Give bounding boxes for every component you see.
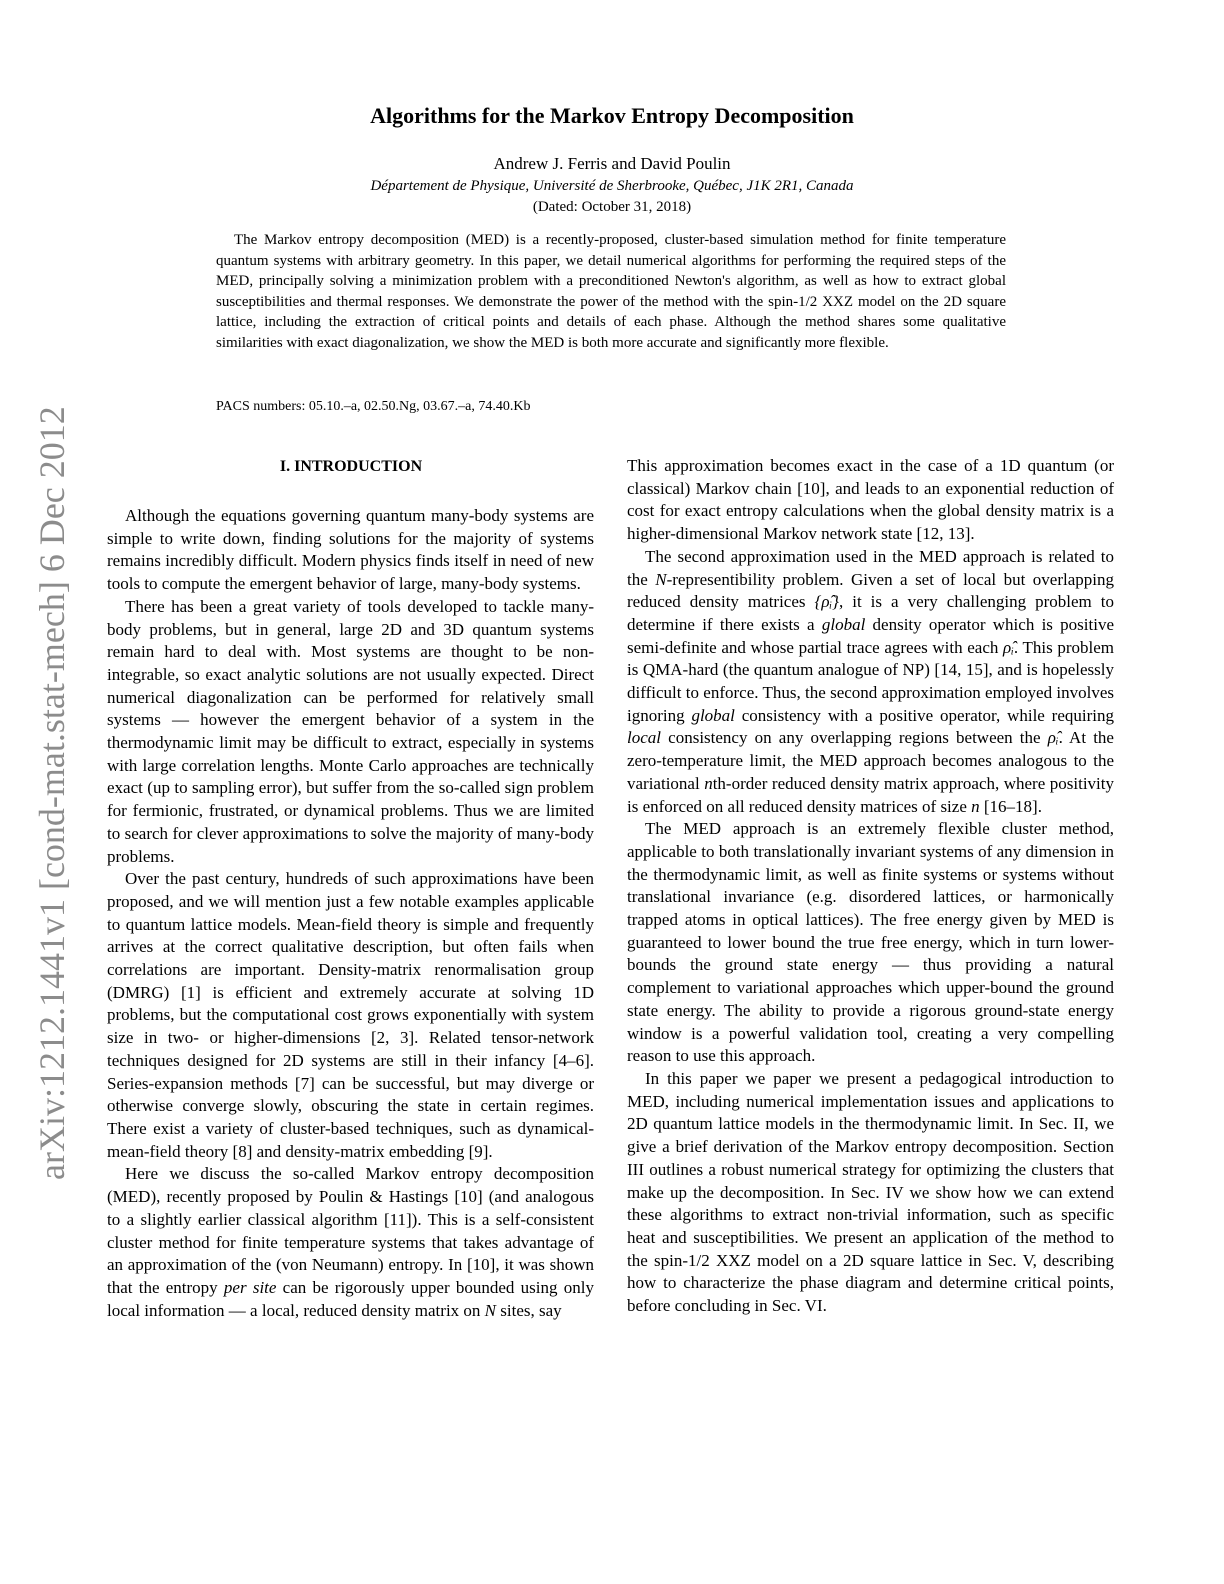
affiliation: Département de Physique, Université de Sherbrooke, Québec, J1K 2R1, Canada (370, 178, 854, 194)
math-rho: ρ̂ᵢ (1047, 728, 1059, 748)
text-run: , it is a very challenging problem to determine if there exists a (627, 592, 1114, 634)
text-run: consistency with a positive operator, while requiring (734, 705, 1114, 725)
emphasis-local: local (627, 728, 661, 748)
section-heading-introduction: I. INTRODUCTION (279, 458, 423, 475)
arxiv-stamp: arXiv:1212.1441v1 [cond-mat.stat-mech] 6 Dec 2012 (32, 406, 72, 1180)
math-variable: n (971, 796, 980, 816)
paragraph (107, 1163, 594, 1322)
text-run: . This problem is QMA-hard (the quantum analogue of NP) [14, 15], and is hopelessly difficult to enforce. Thus, the second approximation employed involves ignoring (627, 637, 1114, 725)
left-column (107, 505, 594, 1322)
math-variable: n (704, 773, 713, 793)
text-run: density operator which is positive semi-definite and whose partial trace agrees with each (627, 614, 1114, 657)
text-run: th-order reduced density matrix approach, where positivity is enforced on all reduced density matrices of size (627, 773, 1114, 816)
authors: Andrew J. Ferris and David Poulin (493, 154, 731, 173)
text-run: -representibility problem. Given a set of local but overlapping reduced density matrices (627, 569, 1114, 612)
pacs-numbers: PACS numbers: 05.10.–a, 02.50.Ng, 03.67.–a, 74.40.Kb (216, 399, 531, 414)
text-run: sites, say (496, 1300, 562, 1320)
paragraph: Over the past century, hundreds of such approximations have been proposed, and we will mention just a few notable examples applicable to quantum lattice models. Mean-field theory is simple and frequently arrives at the correct qualitative description, but often fails when correlations are important. Density-matrix renormalisation group (DMRG) [1] is efficient and extremely accurate at solving 1D problems, but the computational cost grows exponentially with system size in two- or higher-dimensions [2, 3]. Related tensor-network techniques designed for 2D systems are still in their infancy [4–6]. Series-expansion methods [7] can be successful, but may diverge or otherwise converge slowly, obscuring the state in certain regimes. There exist a variety of cluster-based techniques, such as dynamical-mean-field theory [8] and density-matrix embedding [9]. (107, 869, 594, 1161)
text-run: consistency on any overlapping regions between the (661, 728, 1048, 748)
text-run: The second approximation used in the MED approach is related to the (627, 546, 1114, 589)
paragraph: Although the equations governing quantum many-body systems are simple to write down, finding solutions for the majority of systems remains incredibly difficult. Modern physics finds itself in need of new tools to compute the emergent behavior of large, many-body systems. (107, 506, 594, 594)
math-rho-set: {ρ̂ᵢ} (814, 592, 839, 612)
abstract: The Markov entropy decomposition (MED) is a recently-proposed, cluster-based simulation method for finite temperature quantum systems with arbitrary geometry. In this paper, we detail numerical algorithms for performing the required steps of the MED, principally solving a minimization problem with a preconditioned Newton's algorithm, as well as how to extract global susceptibilities and thermal responses. We demonstrate the power of the method with the spin-1/2 XXZ model on the 2D square lattice, including the extraction of critical points and details of each phase. Although the method shares some qualitative similarities with exact diagonalization, we show the MED is both more accurate and significantly more flexible. (216, 232, 1006, 351)
text-run: . At the zero-temperature limit, the MED approach becomes analogous to the variational (627, 728, 1114, 793)
math-variable: N (484, 1300, 497, 1320)
text-run: Here we discuss the so-called Markov entropy decomposition (MED), recently proposed by Poulin & Hastings [10] (and analogous to a slightly earlier classical algorithm [11]). This is a self-consistent cluster method for finite temperature systems that takes advantage of an approximation of the (von Neumann) entropy. In [10], it was shown that the entropy (107, 1164, 594, 1297)
emphasis-per-site: per site (223, 1277, 277, 1297)
date-line: (Dated: October 31, 2018) (532, 199, 692, 215)
emphasis-global: global (821, 614, 866, 634)
paragraph (627, 546, 1114, 818)
paragraph: This approximation becomes exact in the case of a 1D quantum (or classical) Markov chain [10], and leads to an exponential reduction of cost for exact entropy calculations when the global density matrix is a higher-dimensional Markov network state [12, 13]. (627, 456, 1114, 544)
text-run: can be rigorously upper bounded using only local information — a local, reduced density matrix on (107, 1277, 594, 1320)
math-variable: N (655, 569, 667, 589)
math-rho: ρ̂ᵢ (1003, 637, 1014, 657)
paragraph: The MED approach is an extremely flexible cluster method, applicable to both translationally invariant systems of any dimension in the thermodynamic limit, as well as finite systems or systems without translational invariance (e.g. disordered lattices, or harmonically trapped atoms in optical lattices). The free energy given by MED is guaranteed to lower bound the true free energy, which in turn lower-bounds the ground state energy — thus providing a natural complement to variational approaches which upper-bound the ground state energy. The ability to provide a rigorous ground-state energy window is a powerful validation tool, creating a very compelling reason to use this approach. (627, 819, 1114, 1066)
text-run: [16–18]. (979, 796, 1042, 816)
paper-title: Algorithms for the Markov Entropy Decomposition (370, 103, 854, 128)
right-column (627, 455, 1114, 1318)
paragraph: There has been a great variety of tools developed to tackle many-body problems, but in general, large 2D and 3D quantum systems remain hard to deal with. Most systems are thought to be non-integrable, so exact analytic solutions are not usually expected. Direct numerical diagonalization can be performed for relatively small systems — however the emergent behavior of a system in the thermodynamic limit may be difficult to extract, especially in systems with large correlation lengths. Monte Carlo approaches are technically exact (up to sampling error), but suffer from the so-called sign problem for fermionic, frustrated, or dynamical problems. Thus we are limited to search for clever approximations to solve the majority of many-body problems. (107, 596, 594, 866)
emphasis-global: global (691, 705, 735, 725)
paragraph: In this paper we paper we present a pedagogical introduction to MED, including numerical implementation issues and applications to 2D quantum lattice models in the thermodynamic limit. In Sec. II, we give a brief derivation of the Markov entropy decomposition. Section III outlines a robust numerical strategy for optimizing the clusters that make up the decomposition. In Sec. IV we show how we can extend these algorithms to extract non-trivial information, such as specific heat and susceptibilities. We present an application of the method to the spin-1/2 XXZ model on a 2D square lattice in Sec. V, describing how to characterize the phase diagram and determine critical points, before concluding in Sec. VI. (627, 1068, 1114, 1316)
